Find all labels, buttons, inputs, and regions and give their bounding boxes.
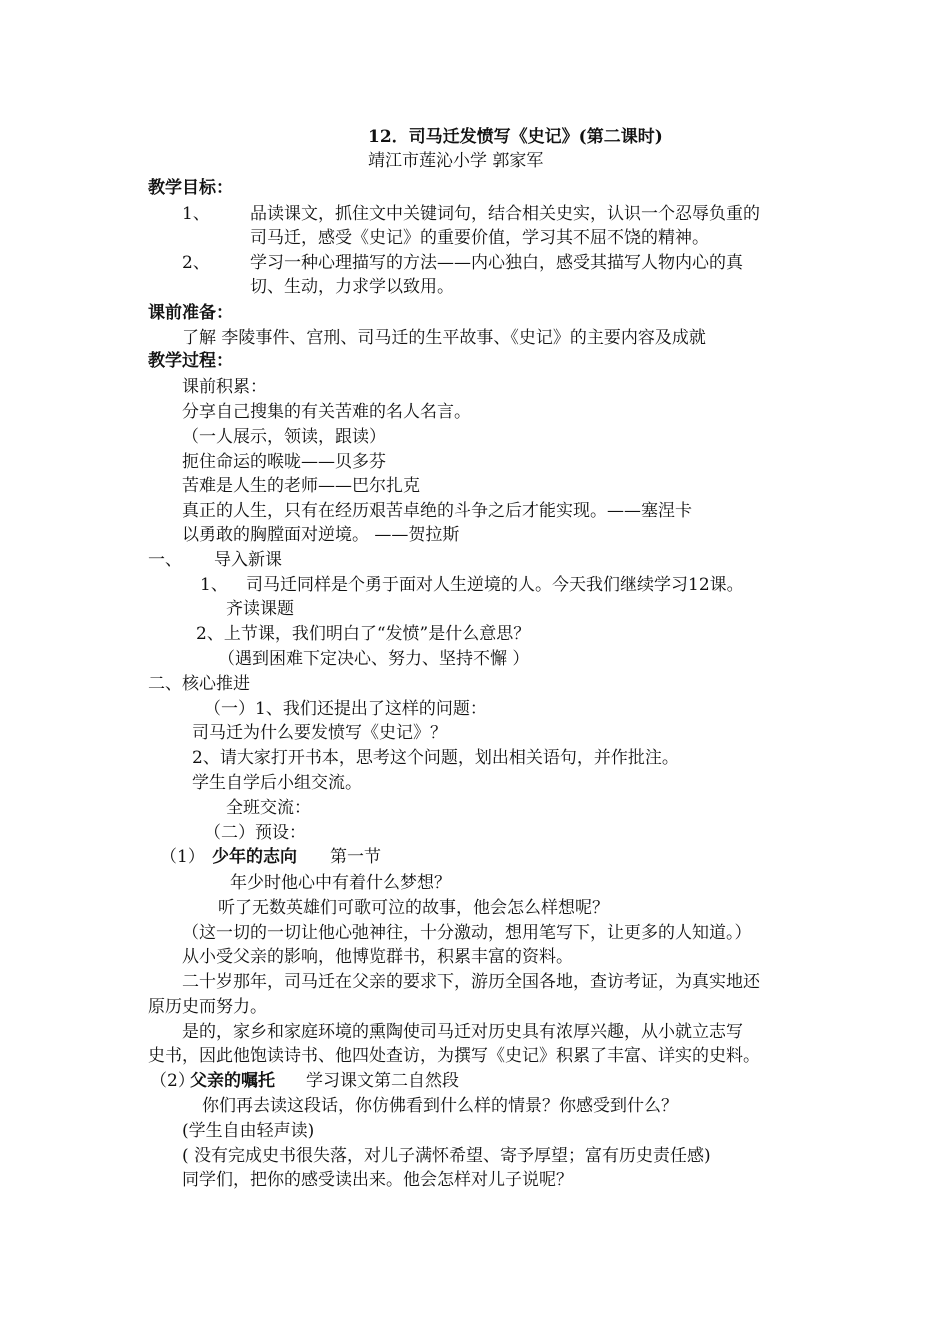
part-1-item-2-answer: （遇到困难下定决心、努力、坚持不懈 ） xyxy=(218,649,530,669)
part-1-title: 导入新课 xyxy=(214,550,282,570)
goal-number-2: 2、 xyxy=(182,253,210,273)
subsection-1-number: （1） xyxy=(160,847,205,867)
subsection-1-subtitle: 第一节 xyxy=(330,847,381,867)
quote-4: 以勇敢的胸膛面对逆境。 ——贺拉斯 xyxy=(182,525,460,545)
author-line: 靖江市莲沁小学 郭家军 xyxy=(368,151,544,171)
subsection-1-paragraph-3-line-1: 是的，家乡和家庭环境的熏陶使司马迁对历史具有浓厚兴趣，从小就立志写 xyxy=(182,1022,743,1042)
subsection-1-question-2: 听了无数英雄们可歌可泣的故事，他会怎么样想呢？ xyxy=(218,898,609,918)
core-preset: （二）预设： xyxy=(204,823,306,843)
quote-3: 真正的人生，只有在经历艰苦卓绝的斗争之后才能实现。——塞涅卡 xyxy=(182,501,692,521)
accumulation-label: 课前积累： xyxy=(182,377,267,397)
display-note: （一人展示，领读，跟读） xyxy=(182,427,386,447)
part-1-item-2: 2、上节课，我们明白了“发愤”是什么意思？ xyxy=(196,624,531,644)
part-1-item-1-text: 司马迁同样是个勇于面对人生逆境的人。今天我们继续学习12课。 xyxy=(246,575,744,595)
subsection-1-title: 少年的志向 xyxy=(212,847,297,867)
core-step-4: 全班交流： xyxy=(226,798,311,818)
subsection-1-paragraph-2-line-2: 原历史而努力。 xyxy=(148,997,267,1017)
section-heading-process: 教学过程： xyxy=(148,351,233,371)
subsection-2-closing: 同学们，把你的感受读出来。他会怎样对儿子说呢？ xyxy=(182,1170,573,1190)
core-step-3: 学生自学后小组交流。 xyxy=(192,773,362,793)
goal-1-line-1: 品读课文，抓住文中关键词句，结合相关史实，认识一个忍辱负重的 xyxy=(250,204,760,224)
subsection-1-paragraph-1: 从小受父亲的影响，他博览群书，积累丰富的资料。 xyxy=(182,947,573,967)
share-quotes-text: 分享自己搜集的有关苦难的名人名言。 xyxy=(182,402,471,422)
goal-1-line-2: 司马迁，感受《史记》的重要价值，学习其不屈不饶的精神。 xyxy=(250,228,709,248)
part-1-number: 一、 xyxy=(148,550,182,570)
part-2-title: 二、核心推进 xyxy=(148,674,250,694)
quote-2: 苦难是人生的老师——巴尔扎克 xyxy=(182,476,420,496)
goal-number-1: 1、 xyxy=(182,204,210,224)
page-title: 12．司马迁发愤写《史记》(第二课时) xyxy=(368,127,663,147)
subsection-1-question-1: 年少时他心中有着什么梦想？ xyxy=(230,873,451,893)
core-question: 司马迁为什么要发愤写《史记》？ xyxy=(192,723,447,743)
goal-2-line-2: 切、生动，力求学以致用。 xyxy=(250,277,454,297)
subsection-2-number: （2） xyxy=(150,1071,195,1091)
subsection-2-question: 你们再去读这段话，你仿佛看到什么样的情景？你感受到什么？ xyxy=(202,1096,678,1116)
subsection-2-title: 父亲的嘱托 xyxy=(190,1071,275,1091)
part-1-item-1-number: 1、 xyxy=(200,575,228,595)
part-1-item-1-read-title: 齐读课题 xyxy=(226,599,294,619)
subsection-1-paragraph-2-line-1: 二十岁那年，司马迁在父亲的要求下，游历全国各地，查访考证，为真实地还 xyxy=(182,972,760,992)
core-step-1: （一）1、我们还提出了这样的问题： xyxy=(204,699,487,719)
subsection-1-answer: （这一切的一切让他心弛神往，十分激动，想用笔写下，让更多的人知道。） xyxy=(182,923,752,943)
prep-text: 了解 李陵事件、宫刑、司马迁的生平故事、《史记》的主要内容及成就 xyxy=(182,328,706,348)
section-heading-prep: 课前准备： xyxy=(148,303,233,323)
section-heading-goals: 教学目标： xyxy=(148,178,233,198)
subsection-2-subtitle: 学习课文第二自然段 xyxy=(306,1071,459,1091)
subsection-2-free-reading: (学生自由轻声读) xyxy=(182,1121,315,1141)
subsection-2-answer: ( 没有完成史书很失落，对儿子满怀希望、寄予厚望；富有历史责任感) xyxy=(182,1146,711,1166)
subsection-1-paragraph-3-line-2: 史书，因此他饱读诗书、他四处查访，为撰写《史记》积累了丰富、详实的史料。 xyxy=(148,1046,760,1066)
quote-1: 扼住命运的喉咙——贝多芬 xyxy=(182,452,386,472)
goal-2-line-1: 学习一种心理描写的方法——内心独白，感受其描写人物内心的真 xyxy=(250,253,743,273)
core-step-2: 2、请大家打开书本，思考这个问题，划出相关语句，并作批注。 xyxy=(192,748,679,768)
